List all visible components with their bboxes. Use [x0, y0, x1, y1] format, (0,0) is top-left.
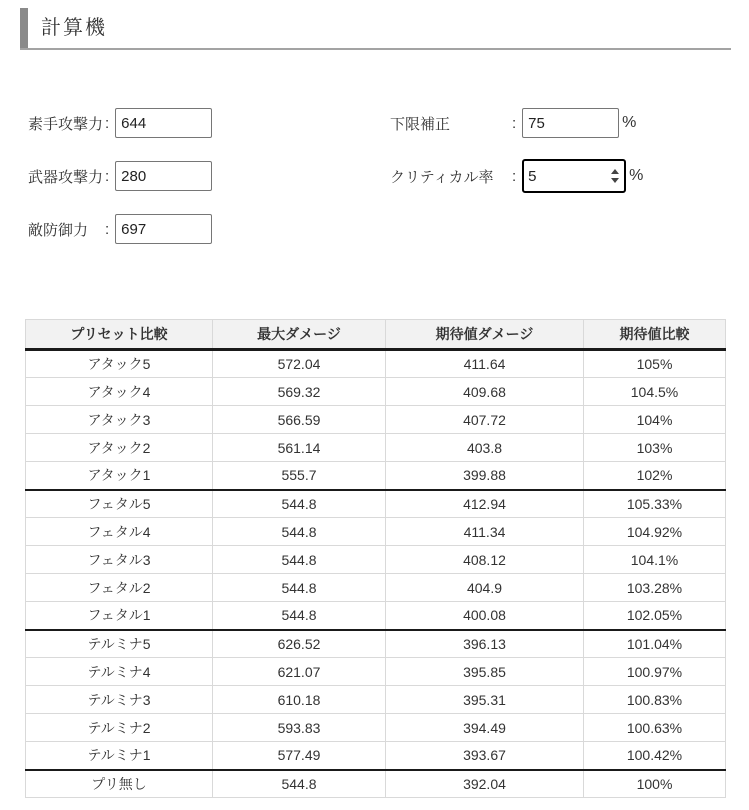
table-cell: 555.7 [213, 462, 386, 490]
table-body [26, 350, 726, 798]
form-column-right [390, 108, 749, 267]
table-cell: 399.88 [386, 462, 584, 490]
table-row [26, 714, 726, 742]
table-cell: 102% [584, 462, 726, 490]
table-row [26, 350, 726, 378]
table-cell: 394.49 [386, 714, 584, 742]
table-cell: フェタル5 [26, 490, 213, 518]
percent-suffix: % [629, 167, 644, 184]
table-row [26, 406, 726, 434]
table-cell: 100% [584, 770, 726, 798]
field-colon: : [512, 114, 517, 132]
table-row [26, 378, 726, 406]
table-cell: 392.04 [386, 770, 584, 798]
table-cell: 100.42% [584, 742, 726, 770]
preset-comparison-table [25, 319, 726, 798]
table-cell: 404.9 [386, 574, 584, 602]
table-cell: 577.49 [213, 742, 386, 770]
table-cell: 395.31 [386, 686, 584, 714]
bare-attack-power-input[interactable] [115, 108, 212, 138]
field-colon: : [105, 114, 110, 132]
table-row [26, 490, 726, 518]
critical-rate-label: クリティカル率 [390, 168, 494, 186]
table-cell: 396.13 [386, 630, 584, 658]
table-cell: 100.97% [584, 658, 726, 686]
table-cell: 409.68 [386, 378, 584, 406]
table-cell: 395.85 [386, 658, 584, 686]
column-header-expected-ratio: 期待値比較 [584, 320, 726, 350]
table-cell: 621.07 [213, 658, 386, 686]
table-cell: 105% [584, 350, 726, 378]
column-header-preset: プリセット比較 [26, 320, 213, 350]
table-cell: アタック4 [26, 378, 213, 406]
table-row [26, 686, 726, 714]
field-enemy-defense [28, 214, 390, 244]
table-cell: フェタル3 [26, 546, 213, 574]
field-colon: : [105, 167, 110, 185]
enemy-defense-input[interactable] [115, 214, 212, 244]
table-cell: 102.05% [584, 602, 726, 630]
critical-rate-input[interactable] [522, 159, 626, 193]
table-cell: 393.67 [386, 742, 584, 770]
table-cell: 105.33% [584, 490, 726, 518]
table-cell: テルミナ5 [26, 630, 213, 658]
table-cell: 561.14 [213, 434, 386, 462]
table-cell: フェタル2 [26, 574, 213, 602]
table-cell: 610.18 [213, 686, 386, 714]
form-column-left [28, 108, 390, 267]
table-cell: 103.28% [584, 574, 726, 602]
table-cell: 101.04% [584, 630, 726, 658]
table-cell: 544.8 [213, 770, 386, 798]
table-cell: 572.04 [213, 350, 386, 378]
table-cell: 104.1% [584, 546, 726, 574]
lower-limit-correction-input[interactable] [522, 108, 619, 138]
table-cell: 626.52 [213, 630, 386, 658]
table-cell: 544.8 [213, 490, 386, 518]
page-header [20, 8, 731, 50]
table-row [26, 602, 726, 630]
field-critical-rate [390, 161, 749, 191]
table-row [26, 658, 726, 686]
field-weapon-attack-power [28, 161, 390, 191]
table-cell: テルミナ2 [26, 714, 213, 742]
weapon-attack-power-label: 武器攻撃力 [28, 168, 104, 186]
table-cell: テルミナ4 [26, 658, 213, 686]
table-cell: アタック5 [26, 350, 213, 378]
table-cell: 544.8 [213, 518, 386, 546]
table-cell: 411.34 [386, 518, 584, 546]
table-cell: 544.8 [213, 574, 386, 602]
table-cell: アタック2 [26, 434, 213, 462]
table-row [26, 574, 726, 602]
table-row [26, 742, 726, 770]
table-row [26, 462, 726, 490]
table-cell: 407.72 [386, 406, 584, 434]
spinner-down-icon[interactable] [611, 178, 619, 183]
table-cell: 544.8 [213, 602, 386, 630]
table-cell: 403.8 [386, 434, 584, 462]
spinner-up-icon[interactable] [611, 169, 619, 174]
table-row [26, 630, 726, 658]
table-cell: 593.83 [213, 714, 386, 742]
table-cell: 544.8 [213, 546, 386, 574]
table-cell: 104.5% [584, 378, 726, 406]
table-cell: 408.12 [386, 546, 584, 574]
table-cell: 100.83% [584, 686, 726, 714]
table-cell: 411.64 [386, 350, 584, 378]
title-accent-bar [20, 8, 28, 48]
field-colon: : [105, 220, 110, 238]
input-form [28, 108, 749, 267]
table-cell: 100.63% [584, 714, 726, 742]
table-cell: フェタル1 [26, 602, 213, 630]
column-header-max-damage: 最大ダメージ [213, 320, 386, 350]
field-colon: : [512, 167, 517, 185]
table-cell: 104.92% [584, 518, 726, 546]
number-spinner [611, 169, 624, 183]
table-cell: アタック1 [26, 462, 213, 490]
table-cell: 566.59 [213, 406, 386, 434]
table-cell: フェタル4 [26, 518, 213, 546]
table-cell: プリ無し [26, 770, 213, 798]
percent-suffix: % [622, 114, 637, 131]
table-cell: 104% [584, 406, 726, 434]
table-cell: 103% [584, 434, 726, 462]
table-row [26, 770, 726, 798]
table-cell: 400.08 [386, 602, 584, 630]
column-header-expected-damage: 期待値ダメージ [386, 320, 584, 350]
field-bare-attack-power [28, 108, 390, 138]
table-row [26, 434, 726, 462]
enemy-defense-label: 敵防御力 [28, 221, 89, 239]
weapon-attack-power-input[interactable] [115, 161, 212, 191]
critical-rate-value[interactable] [524, 161, 611, 191]
table-cell: 569.32 [213, 378, 386, 406]
field-lower-limit-correction [390, 108, 749, 138]
page-title: 計算機 [41, 17, 107, 39]
calculator-page [0, 8, 749, 798]
table-cell: アタック3 [26, 406, 213, 434]
table-row [26, 518, 726, 546]
table-row [26, 546, 726, 574]
table-cell: テルミナ3 [26, 686, 213, 714]
bare-attack-power-label: 素手攻撃力 [28, 115, 104, 133]
table-cell: テルミナ1 [26, 742, 213, 770]
lower-limit-correction-label: 下限補正 [390, 115, 451, 133]
table-header-row [26, 320, 726, 350]
table-cell: 412.94 [386, 490, 584, 518]
